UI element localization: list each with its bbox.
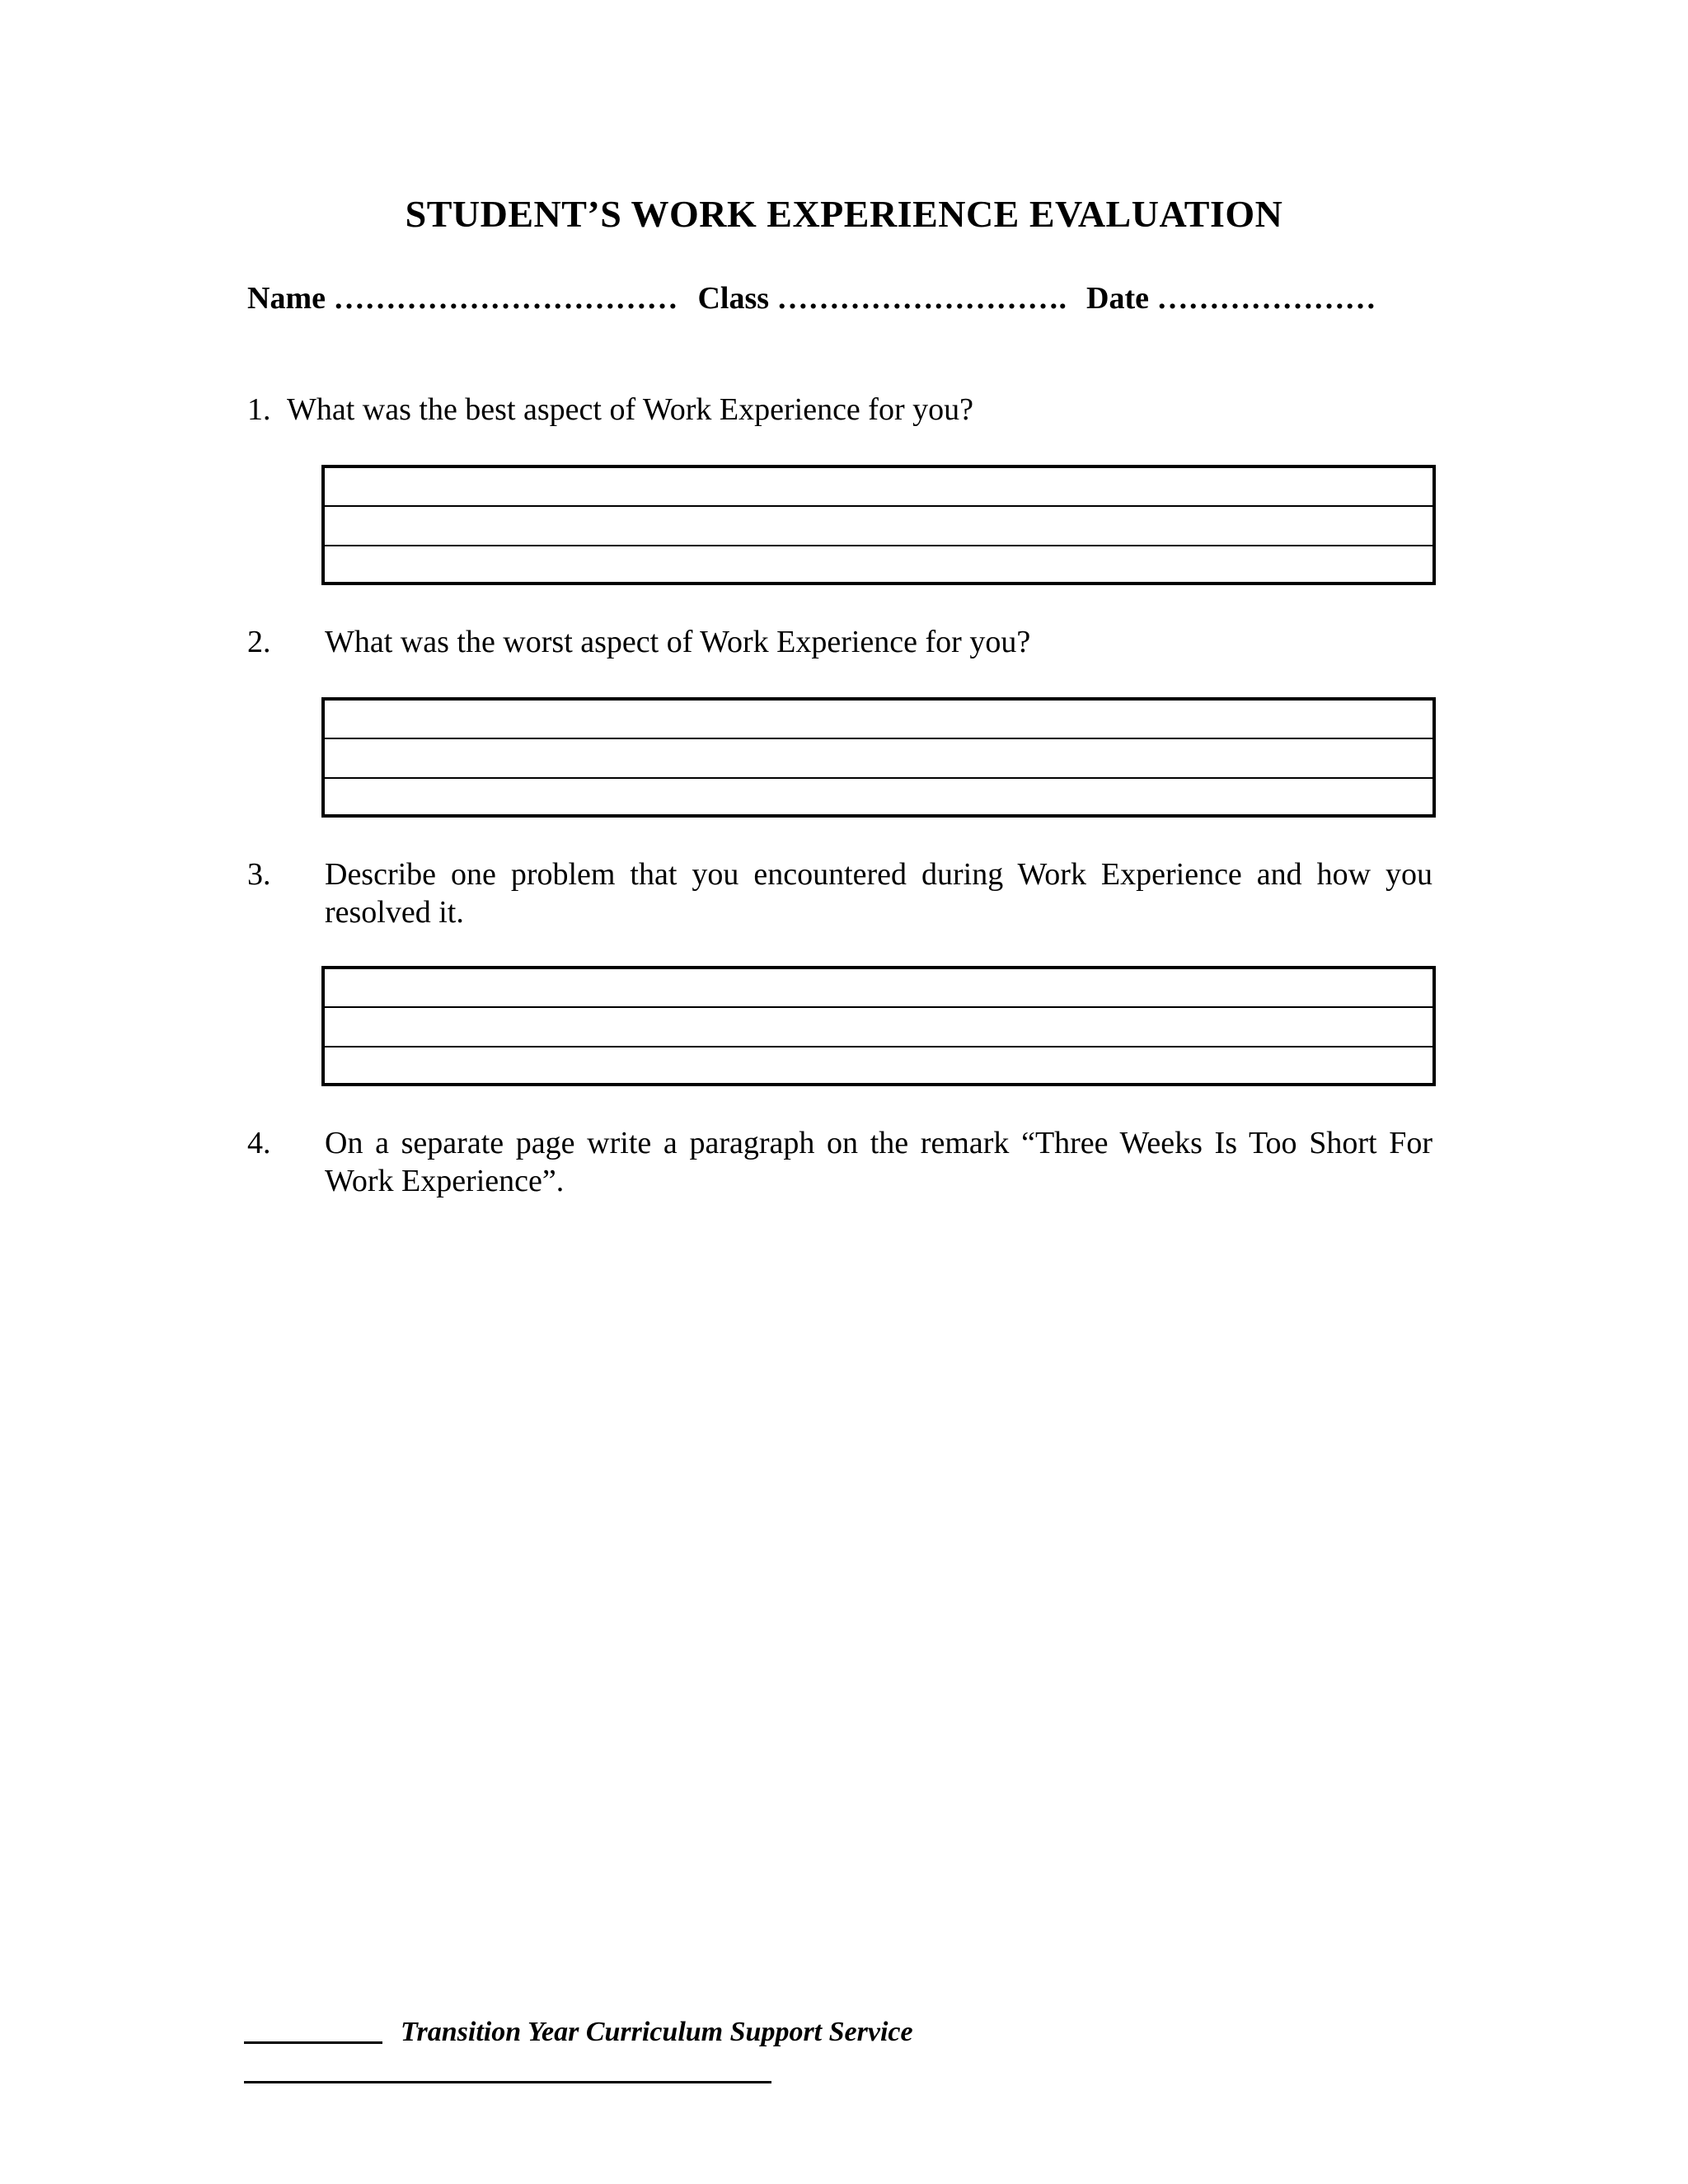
question-3-text: Describe one problem that you encountered during Work Experience and how you resolved it. [325, 857, 1432, 930]
answer-line [325, 505, 1432, 507]
question-2-number: 2. [247, 625, 271, 659]
question-3-number: 3. [247, 857, 271, 892]
answer-line [325, 1006, 1432, 1008]
question-1-text: What was the best aspect of Work Experience for you? [287, 392, 973, 427]
class-field[interactable]: Class ………………………. [697, 281, 1067, 316]
answer-box-3[interactable] [321, 966, 1436, 1086]
footer-rule-long [244, 2081, 771, 2083]
answer-line [325, 1046, 1432, 1047]
answer-box-1[interactable] [321, 465, 1436, 585]
footer-rule-short [244, 2041, 382, 2044]
name-field[interactable]: Name …………………………… [247, 281, 678, 316]
answer-box-2[interactable] [321, 697, 1436, 818]
question-4-text: On a separate page write a paragraph on the remark “Three Weeks Is Too Short For Work Experience”. [325, 1126, 1432, 1198]
answer-line [325, 738, 1432, 739]
answer-line [325, 777, 1432, 779]
question-1-number: 1. [247, 392, 271, 427]
answer-line [325, 545, 1432, 546]
student-details-row [247, 275, 1451, 321]
footer-text: Transition Year Curriculum Support Service [401, 2017, 913, 2047]
question-2-text: What was the worst aspect of Work Experience for you? [325, 625, 1031, 659]
question-4-number: 4. [247, 1126, 271, 1160]
page-title: STUDENT’S WORK EXPERIENCE EVALUATION [405, 193, 1283, 235]
date-field[interactable]: Date ………………… [1086, 281, 1376, 316]
